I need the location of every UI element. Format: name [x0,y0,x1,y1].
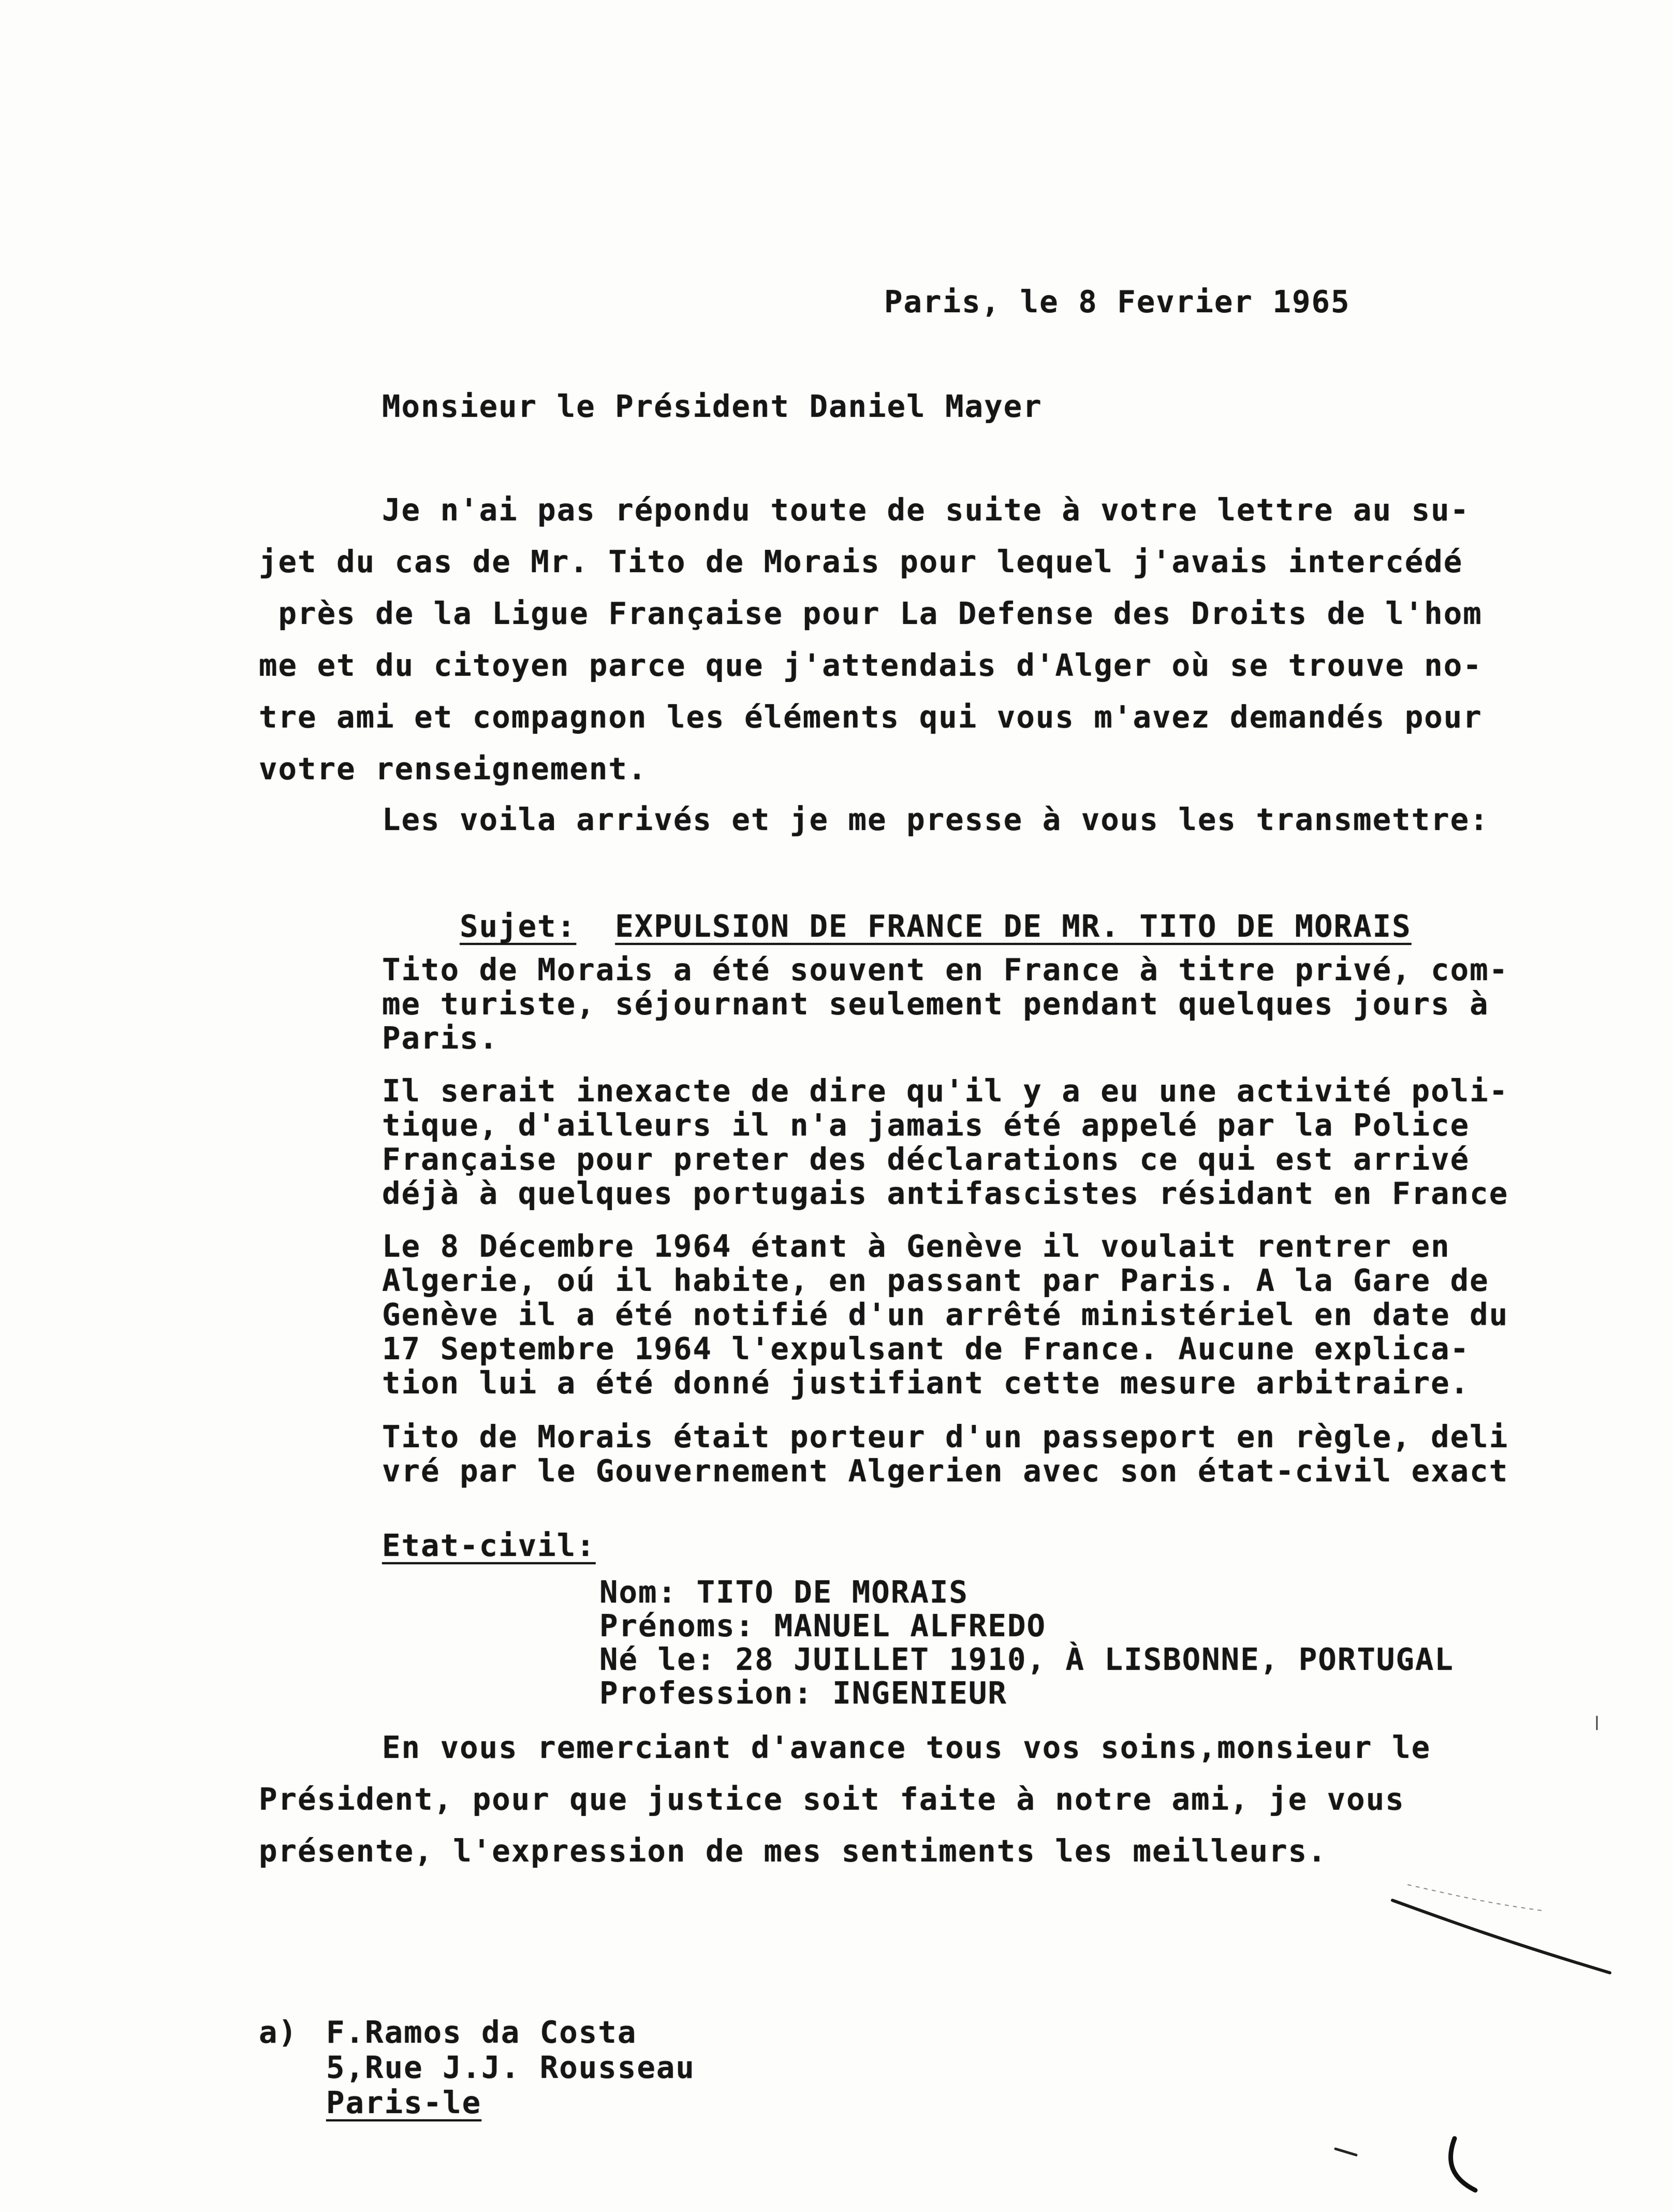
closing-line: Président, pour que justice soit faite à notre ami, je vous [259,1781,1405,1817]
pen-stroke-mark [1372,1854,1631,1988]
letter-date: Paris, le 8 Fevrier 1965 [884,284,1351,319]
transition-line: Les voila arrivés et je me presse à vous les transmettre: [382,802,1489,837]
body-line: Française pour preter des déclarations ce qui est arrivé [382,1141,1470,1177]
intro-line: votre renseignement. [259,751,648,787]
etat-civil-label: Etat-civil: [382,1527,596,1563]
body-line: déjà à quelques portugais antifascistes résidant en France [382,1175,1509,1211]
body-line: Genève il a été notifié d'un arrêté ministériel en date du [382,1297,1509,1332]
intro-line: près de la Ligue Française pour La Defense des Droits de l'hom [259,595,1483,631]
body-line: Algerie, oú il habite, en passant par Paris. A la Gare de [382,1262,1489,1298]
intro-line: tre ami et compagnon les éléments qui vous m'avez demandés pour [259,699,1483,735]
closing-line: présente, l'expression de mes sentiments les meilleurs. [259,1833,1327,1869]
etat-civil-row: Prénoms: MANUEL ALFREDO [599,1608,1046,1643]
etat-civil-row: Né le: 28 JUILLET 1910, À LISBONNE, PORTUGAL [599,1641,1454,1677]
subject-label: Sujet: [460,908,577,944]
closing-line: En vous remerciant d'avance tous vos soins,monsieur le [382,1729,1431,1765]
body-line: Paris. [382,1020,499,1056]
body-line: vré par le Gouvernement Algerien avec son état-civil exact [382,1453,1509,1489]
corner-ink-marks [1325,2128,1491,2201]
sender-city: Paris-le [326,2085,482,2120]
intro-line: jet du cas de Mr. Tito de Morais pour lequel j'avais intercédé [259,544,1463,579]
body-line: Tito de Morais a été souvent en France à titre privé, com- [382,952,1509,987]
body-line: tique, d'ailleurs il n'a jamais été appelé par la Police [382,1107,1470,1143]
etat-civil-row: Profession: INGENIEUR [599,1675,1007,1711]
salutation: Monsieur le Président Daniel Mayer [382,388,1043,424]
sender-address: 5,Rue J.J. Rousseau [326,2049,695,2085]
sender-marker: a) [259,2014,298,2050]
body-line: Tito de Morais était porteur d'un passeport en règle, deli [382,1419,1509,1454]
subject-text: EXPULSION DE FRANCE DE MR. TITO DE MORAIS [615,908,1412,944]
etat-civil-row: Nom: TITO DE MORAIS [599,1574,968,1610]
margin-speck [1592,1714,1602,1735]
body-line: Il serait inexacte de dire qu'il y a eu une activité poli- [382,1073,1509,1109]
intro-line: me et du citoyen parce que j'attendais d'Alger où se trouve no- [259,647,1483,683]
body-line: 17 Septembre 1964 l'expulsant de France. Aucune explica- [382,1331,1470,1366]
body-line: tion lui a été donné justifiant cette mesure arbitraire. [382,1365,1470,1401]
body-line: Le 8 Décembre 1964 étant à Genève il voulait rentrer en [382,1228,1450,1264]
intro-line: Je n'ai pas répondu toute de suite à votre lettre au su- [382,492,1470,528]
sender-name: F.Ramos da Costa [326,2014,637,2050]
body-line: me turiste, séjournant seulement pendant quelques jours à [382,986,1489,1022]
